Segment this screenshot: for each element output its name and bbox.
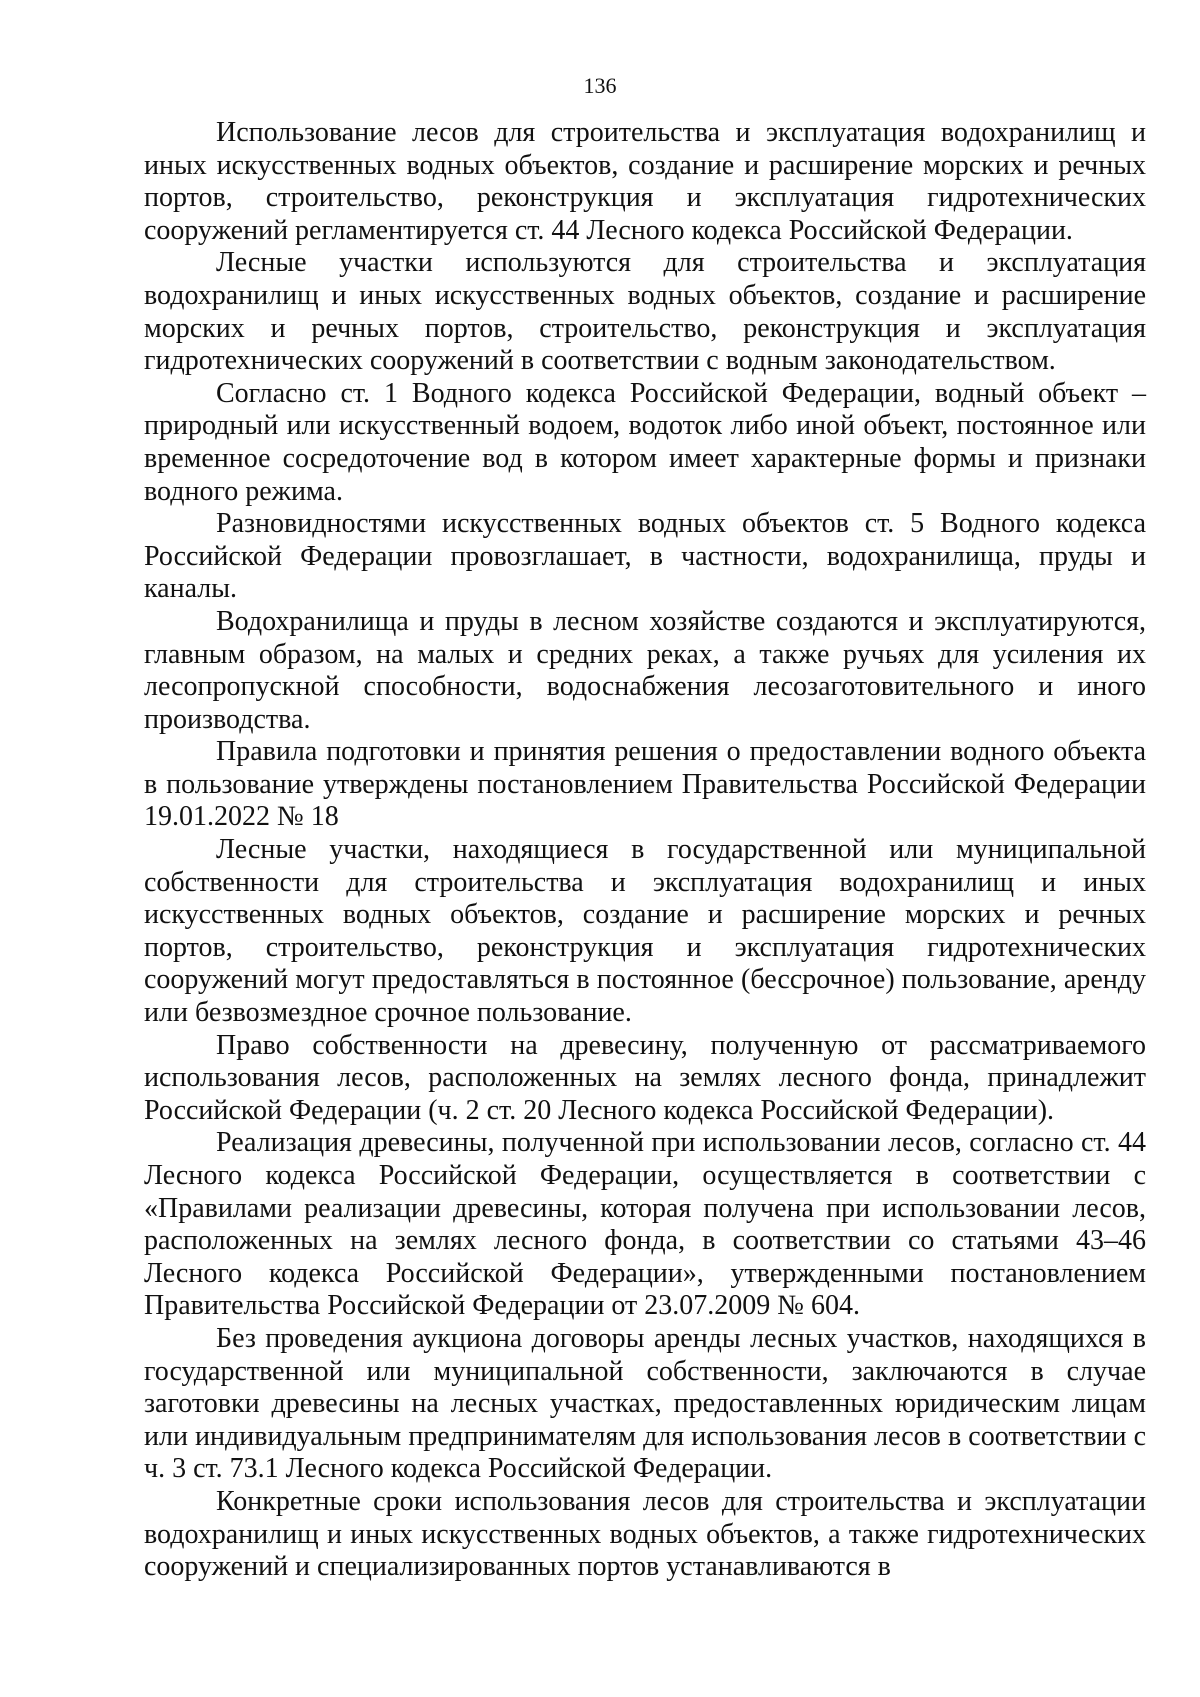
body-text — [144, 117, 1146, 1584]
paragraph: Право собственности на древесину, полученную от рассматриваемого использования лесов, расположенных на землях лесного фонда, принадлежит Российской Федерации (ч. 2 ст. 20 Лесного кодекса Российской Федерации). — [144, 1029, 1146, 1126]
paragraph: Использование лесов для строительства и эксплуатация водохранилищ и иных искусственных водных объектов, создание и расширение морских и речных портов, строительство, реконструкция и эксплуатация гидротехнических сооружений регламентируется ст. 44 Лесного кодекса Российской Федерации. — [144, 117, 1146, 246]
paragraph: Водохранилища и пруды в лесном хозяйстве создаются и эксплуатируются, главным образом, на малых и средних реках, а также ручьях для усиления их лесопропускной способности, водоснабжения лесозаготовительного и иного производства. — [144, 605, 1146, 735]
paragraph: Реализация древесины, полученной при использовании лесов, согласно ст. 44 Лесного кодекса Российской Федерации, осуществляется в соответствии с «Правилами реализации древесины, которая получена при использовании лесов, расположенных на землях лесного фонда, в соответствии со статьями 43–46 Лесного кодекса Российской Федерации», утвержденными постановлением Правительства Российской Федерации от 23.07.2009 № 604. — [144, 1127, 1146, 1322]
paragraph: Согласно ст. 1 Водного кодекса Российской Федерации, водный объект – природный или искусственный водоем, водоток либо иной объект, постоянное или временное сосредоточение вод в котором имеет характерные формы и признаки водного режима. — [144, 377, 1146, 507]
paragraph: Лесные участки используются для строительства и эксплуатация водохранилищ и иных искусственных водных объектов, создание и расширение морских и речных портов, строительство, реконструкция и эксплуатация гидротехнических сооружений в соответствии с водным законодательством. — [144, 247, 1146, 377]
paragraph: Лесные участки, находящиеся в государственной или муниципальной собственности для строительства и эксплуатация водохранилищ и иных искусственных водных объектов, создание и расширение морских и речных портов, строительство, реконструкция и эксплуатация гидротехнических сооружений могут предоставляться в постоянное (бессрочное) пользование, аренду или безвозмездное срочное пользование. — [144, 834, 1146, 1029]
paragraph: Правила подготовки и принятия решения о предоставлении водного объекта в пользование утверждены постановлением Правительства Российской Федерации 19.01.2022 № 18 — [144, 736, 1146, 833]
paragraph: Конкретные сроки использования лесов для строительства и эксплуатации водохранилищ и иных искусственных водных объектов, а также гидротехнических сооружений и специализированных портов устанавливаются в — [144, 1485, 1146, 1583]
paragraph: Без проведения аукциона договоры аренды лесных участков, находящихся в государственной или муниципальной собственности, заключаются в случае заготовки древесины на лесных участках, предоставленных юридическим лицам или индивидуальным предпринимателям для использования лесов в соответствии с ч. 3 ст. 73.1 Лесного кодекса Российской Федерации. — [144, 1322, 1146, 1485]
page-number: 136 — [583, 73, 617, 98]
paragraph: Разновидностями искусственных водных объектов ст. 5 Водного кодекса Российской Федерации провозглашает, в частности, водохранилища, пруды и каналы. — [144, 508, 1146, 605]
